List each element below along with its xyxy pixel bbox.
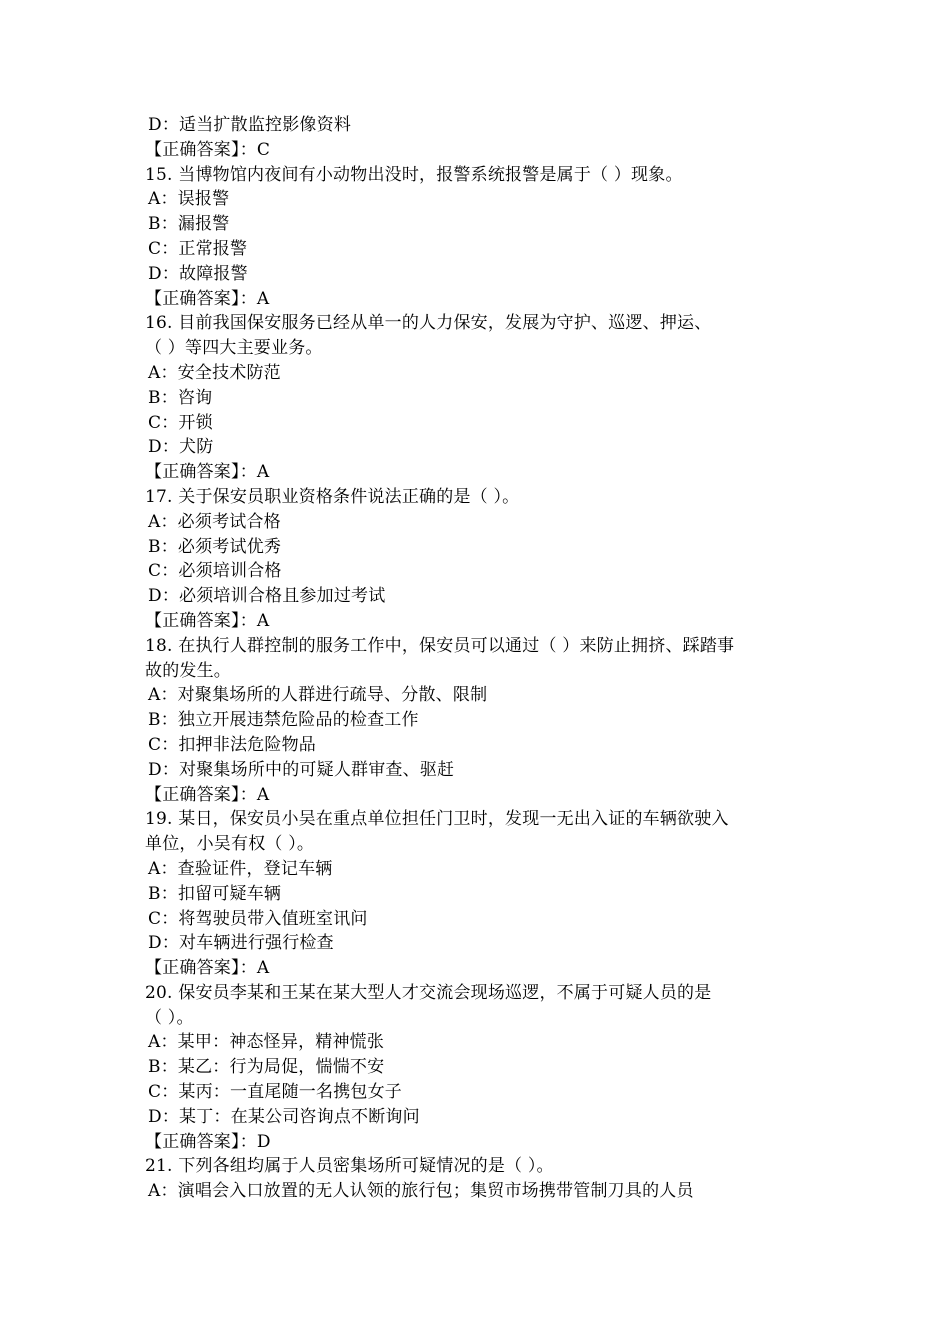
option-line: C：某丙：一直尾随一名携包女子	[148, 1082, 403, 1103]
option-line: A：必须考试合格	[148, 511, 281, 532]
option-line: C：将驾驶员带入值班室讯问	[148, 908, 368, 929]
option-line: A：演唱会入口放置的无人认领的旅行包；集贸市场携带管制刀具的人员	[148, 1181, 694, 1202]
option-line: D：故障报警	[148, 263, 248, 284]
question-line: （ ）。	[145, 1007, 194, 1028]
document-body	[145, 113, 825, 1204]
option-line: C：开锁	[148, 412, 213, 433]
question-line: （ ）等四大主要业务。	[145, 338, 323, 359]
option-line: A：误报警	[148, 189, 230, 210]
option-line: B：漏报警	[148, 214, 230, 235]
option-line: B：必须考试优秀	[148, 536, 282, 557]
question-line: 18. 在执行人群控制的服务工作中，保安员可以通过（ ）来防止拥挤、踩踏事	[145, 635, 735, 656]
option-line: D：犬防	[148, 437, 214, 458]
question-line: 20. 保安员李某和王某在某大型人才交流会现场巡逻，不属于可疑人员的是	[145, 982, 712, 1003]
option-line: C：扣押非法危险物品	[148, 734, 317, 755]
question-line: 19. 某日，保安员小吴在重点单位担任门卫时，发现一无出入证的车辆欲驶入	[145, 809, 729, 830]
answer-line: 【正确答案】：A	[145, 784, 270, 805]
option-line: D：对聚集场所中的可疑人群审查、驱赶	[148, 759, 455, 780]
question-line: 16. 目前我国保安服务已经从单一的人力保安，发展为守护、巡逻、押运、	[145, 313, 712, 334]
option-line: B：扣留可疑车辆	[148, 883, 282, 904]
answer-line: 【正确答案】：A	[145, 610, 270, 631]
question-line: 21. 下列各组均属于人员密集场所可疑情况的是（ ）。	[145, 1156, 554, 1177]
answer-line: 【正确答案】：A	[145, 288, 270, 309]
option-line: A：安全技术防范	[148, 362, 281, 383]
option-line: A：对聚集场所的人群进行疏导、分散、限制	[148, 685, 488, 706]
answer-line: 【正确答案】：C	[145, 139, 271, 160]
option-line: C：必须培训合格	[148, 561, 282, 582]
option-line: A：某甲：神态怪异，精神慌张	[148, 1032, 385, 1053]
answer-line: 【正确答案】：A	[145, 462, 270, 483]
question-line: 单位，小吴有权（ ）。	[145, 834, 315, 855]
question-line: 故的发生。	[145, 660, 231, 681]
option-line: C：正常报警	[148, 238, 248, 259]
option-line: B：独立开展违禁危险品的检查工作	[148, 710, 419, 731]
option-line: D：对车辆进行强行检查	[148, 933, 334, 954]
question-line: 17. 关于保安员职业资格条件说法正确的是（ ）。	[145, 486, 520, 507]
answer-line: 【正确答案】：D	[145, 1131, 271, 1152]
option-line: B：某乙：行为局促，惴惴不安	[148, 1057, 385, 1078]
option-line: D：必须培训合格且参加过考试	[148, 586, 386, 607]
option-line: B：咨询	[148, 387, 213, 408]
question-line: 15. 当博物馆内夜间有小动物出没时，报警系统报警是属于（ ）现象。	[145, 164, 683, 185]
option-line: D：适当扩散监控影像资料	[148, 115, 352, 135]
option-line: A：查验证件，登记车辆	[148, 858, 333, 879]
answer-line: 【正确答案】：A	[145, 958, 270, 979]
option-line: D：某丁：在某公司咨询点不断询问	[148, 1106, 420, 1127]
